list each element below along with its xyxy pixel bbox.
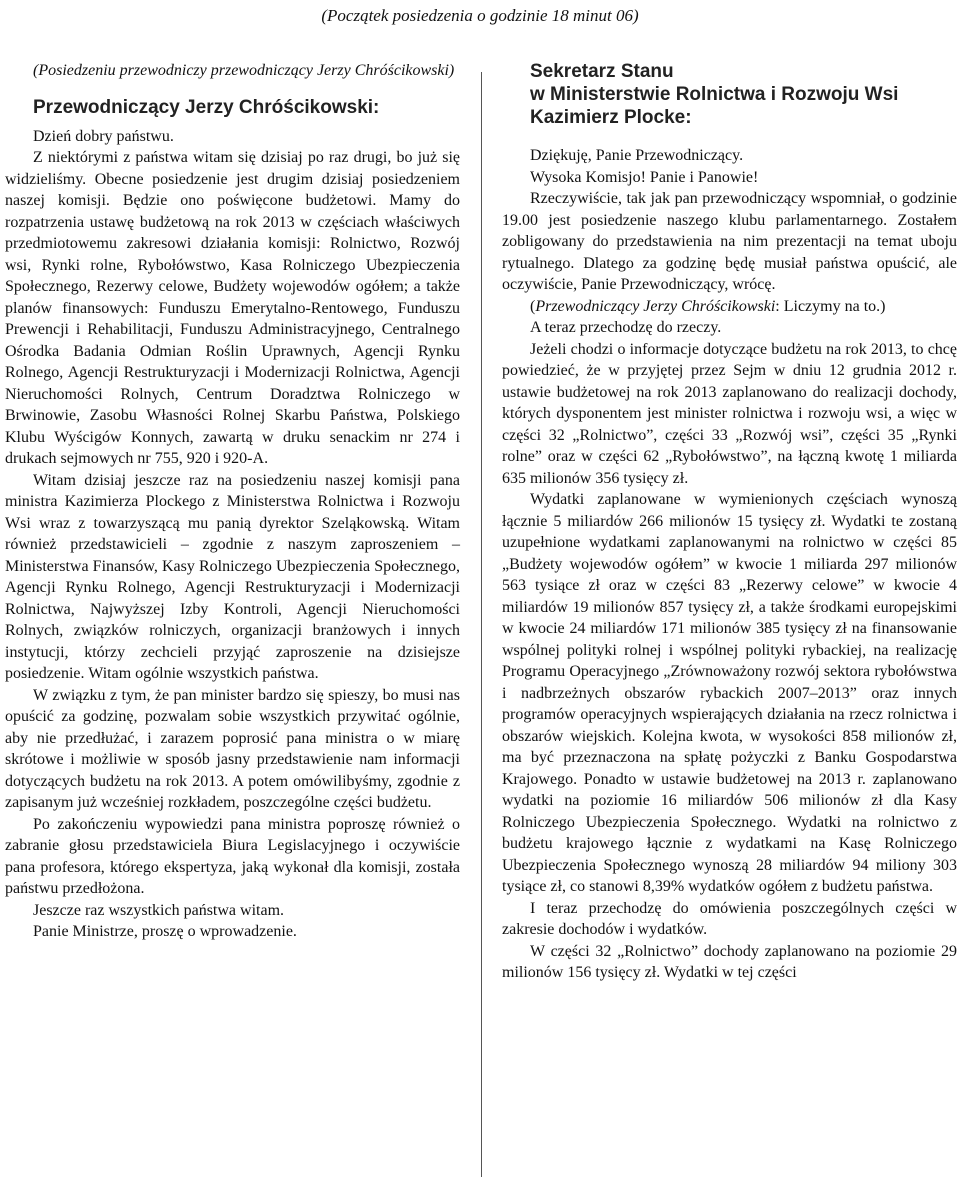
column-divider [481, 72, 482, 1177]
interjection: (Przewodniczący Jerzy Chróścikowski: Liczymy na to.) [530, 297, 886, 315]
speaker-name-line: Kazimierz Plocke: [530, 107, 692, 128]
paragraph: Z niektórymi z państwa witam się dzisiaj po raz drugi, bo już się widzieliśmy. Obecne posiedzenie jest drugim dzisiaj posiedzeniem naszej komisji. Będzie ono poświęcone budżetowi. Mamy do rozpatrzenia ustawę budżetową na rok 2013 w częściach właściwych przedmiotowemu zakresowi działania komisji: Rolnictwo, Rozwój wsi, Rynki rolne, Rybołówstwo, Kasa Rolniczego Ubezpieczenia Społecznego, Rezerwy celowe, Budżety wojewodów ogółem; a także planów finansowych: Funduszu Emerytalno-Rentowego, Funduszu Prewencji i Rehabilitacji, Funduszu Administracyjnego, Centralnego Ośrodka Badania Odmian Roślin Uprawnych, Agencji Rynku Rolnego, Agencji Restrukturyzacji i Modernizacji Rolnictwa, Agencji Nieruchomości Rolnych, Centrum Doradztwa Rolniczego w Brwinowie, Zasobu Własności Rolnej Skarbu Państwa, Polskiego Klubu Wyścigów Konnych, zawartą w druku senackim nr 274 i drukach sejmowych nr 755, 920 i 920-A. [5, 149, 460, 467]
paragraph: Jeżeli chodzi o informacje dotyczące budżetu na rok 2013, to chcę powiedzieć, że w przyjętej przez Sejm w dniu 12 grudnia 2012 r. ustawie budżetowej na rok 2013 zaplanowano do realizacji dochody, których dysponentem jest minister rolnictwa i rozwoju wsi, a więc w części 32 „Rolnictwo”, części 33 „Rozwój wsi”, części 35 „Rynki rolne” oraz w części 62 „Rybołówstwo”, na łączną kwotę 1 miliarda 635 milionów 356 tysięcy zł. [502, 340, 957, 487]
interjection-text: : Liczymy na to.) [775, 297, 886, 315]
paragraph: Jeszcze raz wszystkich państwa witam. [33, 901, 285, 919]
right-column [502, 60, 957, 984]
paragraph: Wysoka Komisjo! Panie i Panowie! [530, 168, 759, 186]
speaker-secretary [530, 60, 957, 129]
paragraph: Dziękuję, Panie Przewodniczący. [530, 147, 744, 164]
paragraph: A teraz przechodzę do rzeczy. [530, 319, 722, 336]
paragraph: Witam dzisiaj jeszcze raz na posiedzeniu naszej komisji pana ministra Kazimierza Plockego z Ministerstwa Rolnictwa i Rozwoju Wsi wraz z towarzyszącą mu panią dyrektor Szeląkowską. Witam również przedstawicieli – zgodnie z naszym zaproszeniem – Ministerstwa Finansów, Kasy Rolniczego Ubezpieczenia Społecznego, Agencji Rynku Rolnego, Agencji Restrukturyzacji i Modernizacji Rolnictwa, Najwyższej Izby Kontroli, Agencji Nieruchomości Rolnych, związków rolniczych, organizacji branżowych i innych instytucji, którzy zechcieli przyjąć zaproszenie na dzisiejsze posiedzenie. Witam ogólnie wszystkich państwa. [5, 471, 460, 682]
session-start-note: (Początek posiedzenia o godzinie 18 minut 06) [321, 6, 639, 25]
paragraph: Wydatki zaplanowane w wymienionych częściach wynoszą łącznie 5 miliardów 266 milionów 15 tysięcy zł. Wydatki te zostaną uzupełnione wydatkami zaplanowanymi na rolnictwo w części 85 „Budżety wojewodów ogółem” w kwocie 1 miliarda 297 milionów 563 tysiące zł oraz w części 83 „Rezerwy celowe” w kwocie 4 miliardów 19 milionów 857 tysięcy zł, a także środkami europejskimi w kwocie 24 miliardów 171 milionów 385 tysięcy zł na finansowanie wspólnej polityki rolnej i wspólnej polityki rybackiej, na realizację Programu Operacyjnego „Zrównoważony rozwój sektora rybołówstwa i nadbrzeżnych obszarów rybackich 2007–2013” oraz innych programów operacyjnych wspierających działania na rzecz rolnictwa i obszarów wiejskich. Kolejna kwota, w wysokości 858 milionów zł, ma być przeznaczona na spłatę pożyczki z Banku Gospodarstwa Krajowego. Ponadto w ustawie budżetowej na 2013 r. zaplanowano wydatki na poziomie 16 miliardów 506 milionów zł dla Kasy Rolniczego Ubezpieczenia Społecznego. Wydatki na rolnictwo z budżetu krajowego łącznie z wydatkami na Kasę Rolniczego Ubezpieczenia Społecznego wynoszą 28 miliardów 94 miliony 303 tysiące zł, co stanowi 8,39% wydatków ogółem z budżetu państwa. [502, 491, 957, 895]
speaker-chairman: Przewodniczący Jerzy Chróścikowski: [33, 96, 380, 118]
speaker-ministry-line: w Ministerstwie Rolnictwa i Rozwoju Wsi [530, 84, 899, 105]
left-column [5, 60, 460, 943]
paragraph: W części 32 „Rolnictwo” dochody zaplanowano na poziomie 29 milionów 156 tysięcy zł. Wydatki w tej części [502, 942, 957, 981]
paragraph: Po zakończeniu wypowiedzi pana ministra poproszę również o zabranie głosu przedstawiciela Biura Legislacyjnego i oczywiście pana profesora, którego ekspertyza, jaką wykonał dla komisji, została państwu przedłożona. [5, 815, 460, 897]
paragraph: Panie Ministrze, proszę o wprowadzenie. [33, 923, 297, 940]
interjection-speaker: Przewodniczący Jerzy Chróścikowski [535, 297, 776, 315]
paragraph: I teraz przechodzę do omówienia poszczególnych części w zakresie dochodów i wydatków. [502, 899, 957, 938]
paragraph: Rzeczywiście, tak jak pan przewodniczący wspomniał, o godzinie 19.00 jest posiedzenie naszego klubu parlamentarnego. Zostałem zobligowany do przedstawienia na nim prezentacji na temat uboju rytualnego. Dlatego za godzinę będę musiał państwa opuścić, ale oczywiście, Panie Przewodniczący, wrócę. [502, 190, 957, 293]
chair-note: (Posiedzeniu przewodniczy przewodniczący Jerzy Chróścikowski) [33, 62, 455, 79]
speaker-title-line: Sekretarz Stanu [530, 61, 674, 82]
paragraph: W związku z tym, że pan minister bardzo się spieszy, bo musi nas opuścić za godzinę, pozwalam sobie wszystkich przywitać ogólnie, aby nie przedłużać, i zarazem poprosić pana ministra o w miarę skrótowe i możliwie w sposób jasny przedstawienie nam informacji dotyczących budżetu na rok 2013. A potem omówilibyśmy, zgodnie z zapisanym już wcześniej rozkładem, poszczególne części budżetu. [5, 686, 460, 811]
paragraph: Dzień dobry państwu. [33, 127, 174, 145]
